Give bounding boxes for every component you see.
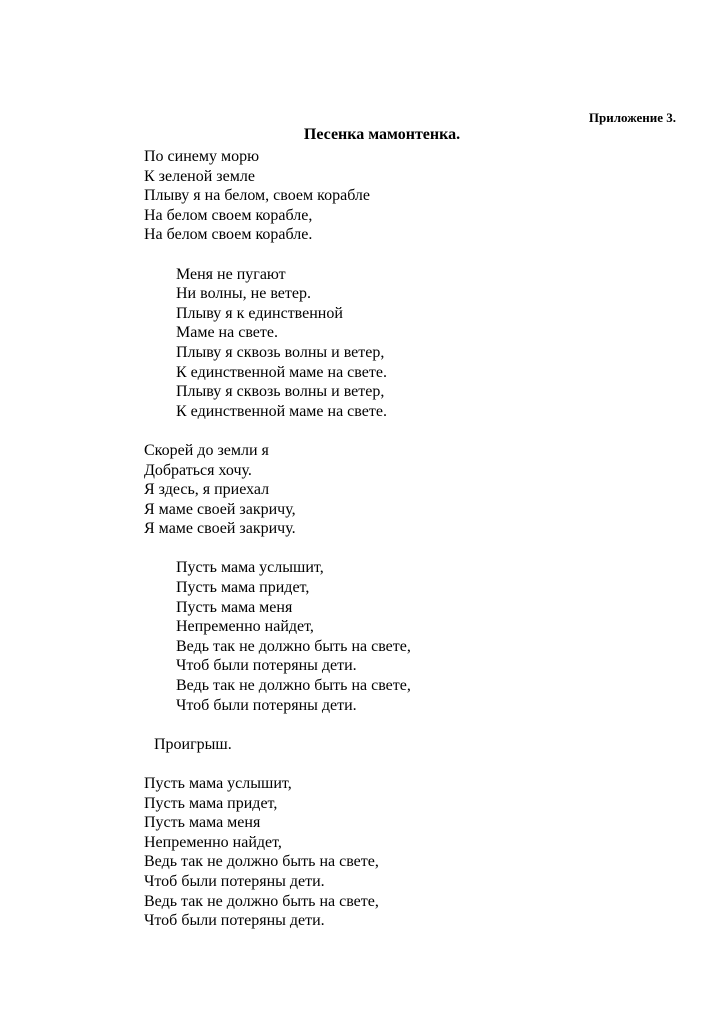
lyric-line: Непременно найдет, — [176, 618, 314, 636]
lyric-stanza — [144, 265, 411, 422]
lyric-line: Пусть мама придет, — [176, 579, 310, 597]
lyric-line: Чтоб были потеряны дети. — [176, 696, 357, 714]
lyric-line: Чтоб были потеряны дети. — [144, 872, 325, 890]
lyric-line: На белом своем корабле. — [144, 226, 313, 244]
lyric-line: Меня не пугают — [176, 265, 286, 283]
lyric-stanza — [144, 441, 411, 539]
lyric-line: Чтоб были потеряны дети. — [176, 657, 357, 675]
lyric-stanza — [144, 558, 411, 715]
lyric-line: Добраться хочу. — [144, 461, 252, 479]
lyric-line: Плыву я сквозь волны и ветер, — [176, 343, 385, 361]
lyric-line: Пусть мама меня — [176, 598, 293, 616]
lyric-line: Ведь так не должно быть на свете, — [144, 892, 379, 910]
lyric-line: Чтоб были потеряны дети. — [144, 912, 325, 930]
lyric-line: Скорей до земли я — [144, 441, 269, 459]
lyric-line: Плыву я к единственной — [176, 304, 343, 322]
song-title: Песенка мамонтенка. — [303, 126, 461, 143]
interlude-stanza — [144, 735, 411, 755]
lyric-line: Плыву я сквозь волны и ветер, — [176, 383, 385, 401]
lyric-line: Ведь так не должно быть на свете, — [176, 637, 411, 655]
lyric-line: На белом своем корабле, — [144, 206, 313, 224]
lyric-line: Я здесь, я приехал — [144, 481, 270, 499]
appendix-label: Приложение 3. — [588, 110, 676, 125]
lyric-line: К единственной маме на свете. — [176, 363, 387, 381]
lyric-line: Проигрыш. — [154, 735, 232, 753]
lyric-stanza — [144, 147, 411, 245]
lyric-line: Пусть мама меня — [144, 814, 261, 832]
lyric-line: Пусть мама услышит, — [144, 775, 292, 792]
lyric-stanza — [144, 774, 411, 931]
lyric-line: Маме на свете. — [176, 324, 278, 342]
lyric-line: Ведь так не должно быть на свете, — [176, 677, 411, 695]
lyrics-body — [144, 147, 411, 931]
lyric-line: Я маме своей закричу, — [144, 500, 296, 518]
lyric-line: Ведь так не должно быть на свете, — [144, 853, 379, 871]
lyric-line: Пусть мама придет, — [144, 794, 278, 812]
lyric-line: Я маме своей закричу. — [144, 520, 296, 538]
lyric-line: Пусть мама услышит, — [176, 559, 324, 577]
lyric-line: К единственной маме на свете. — [176, 402, 387, 420]
lyric-line: Ни волны, не ветер. — [176, 285, 311, 303]
lyric-line: К зеленой земле — [144, 167, 255, 185]
lyric-line: Плыву я на белом, своем корабле — [144, 187, 371, 205]
lyric-line: По синему морю — [144, 148, 260, 165]
lyric-line: Непременно найдет, — [144, 833, 282, 851]
